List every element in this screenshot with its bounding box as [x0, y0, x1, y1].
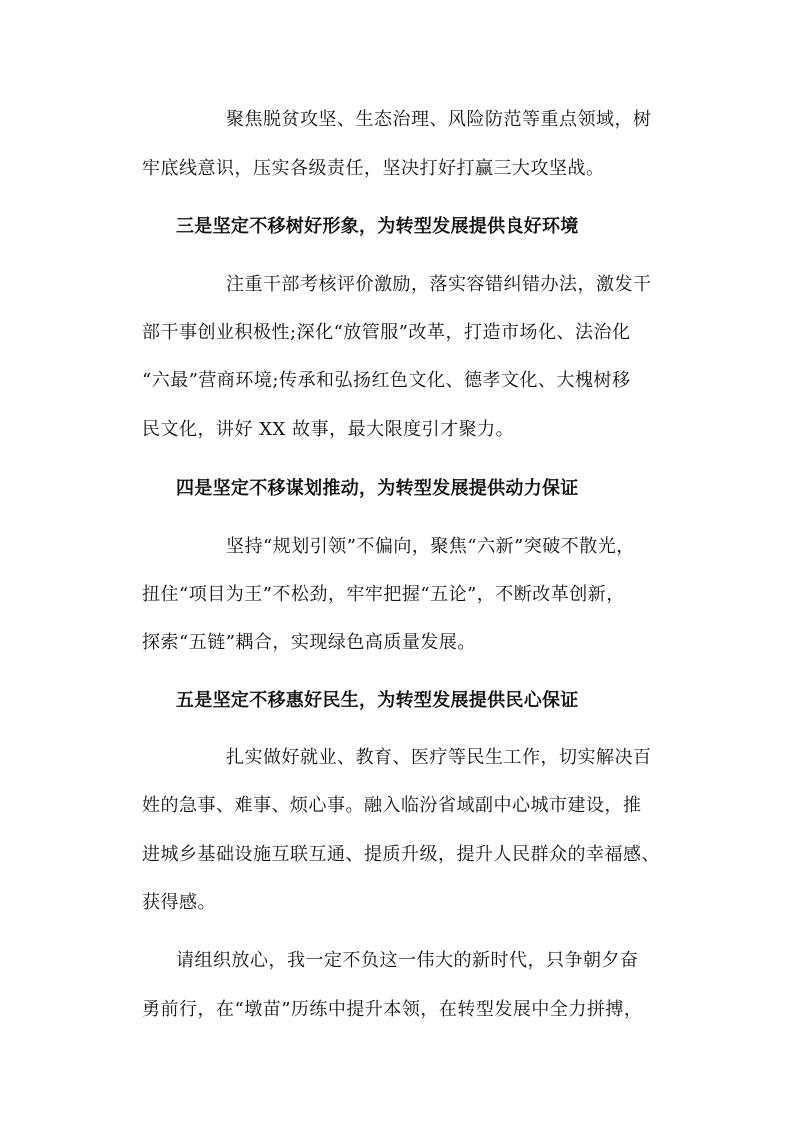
- paragraph-5-line-2: 勇前行，在“墩苗”历练中提升本领，在转型发展中全力拼搏，: [142, 999, 643, 1020]
- paragraph-3-line-2: 扭住“项目为王”不松劲，牢牢把握“五论”，不断改革创新，: [142, 584, 625, 605]
- paragraph-5-line-1: 请组织放心，我一定不负这一伟大的新时代，只争朝夕奋: [176, 950, 639, 971]
- paragraph-2-line-1: 注重干部考核评价激励，落实容错纠错办法，激发干: [226, 274, 652, 295]
- section-heading-3: 三是坚定不移树好形象，为转型发展提供良好环境: [176, 216, 579, 237]
- paragraph-2-line-3: “六最”营商环境;传承和弘扬红色文化、德孝文化、大槐树移: [142, 370, 631, 391]
- section-heading-4: 四是坚定不移谋划推动，为转型发展提供动力保证: [176, 478, 579, 499]
- paragraph-3-line-1: 坚持“规划引领”不偏向，聚焦“六新”突破不散光，: [226, 536, 635, 557]
- paragraph-3-line-3: 探索“五链”耦合，实现绿色高质量发展。: [142, 632, 476, 653]
- paragraph-2-line-2: 部干事创业积极性;深化“放管服”改革，打造市场化、法治化: [142, 322, 631, 343]
- paragraph-4-line-2: 姓的急事、难事、烦心事。融入临汾省域副中心城市建设，推: [142, 795, 642, 816]
- section-heading-5: 五是坚定不移惠好民生，为转型发展提供民心保证: [176, 690, 579, 711]
- paragraph-4-line-4: 获得感。: [142, 892, 216, 913]
- paragraph-4-line-1: 扎实做好就业、教育、医疗等民生工作，切实解决百: [226, 747, 652, 768]
- paragraph-1-line-1: 聚焦脱贫攻坚、生态治理、风险防范等重点领域，树: [226, 109, 652, 130]
- paragraph-1-line-2: 牢底线意识，压实各级责任，坚决打好打赢三大攻坚战。: [142, 158, 605, 179]
- paragraph-2-line-4: 民文化，讲好 XX 故事，最大限度引才聚力。: [142, 419, 515, 440]
- paragraph-4-line-3: 进城乡基础设施互联互通、提质升级，提升人民群众的幸福感、: [142, 844, 660, 865]
